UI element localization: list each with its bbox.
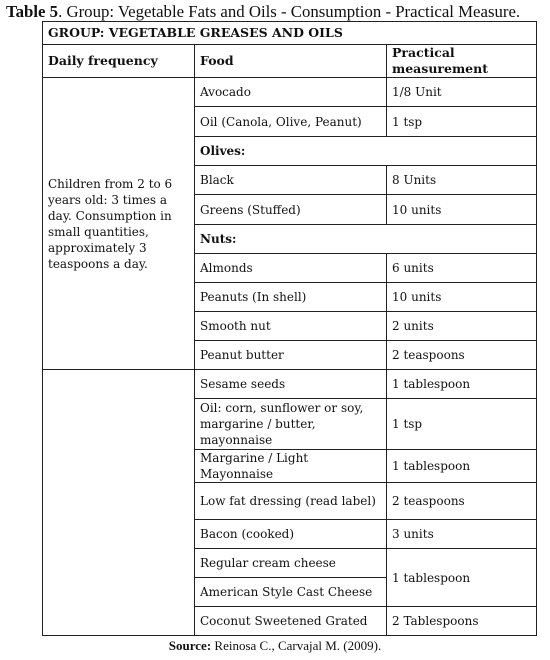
food-cell: Low fat dressing (read label) (195, 483, 387, 520)
food-cell: Sesame seeds (195, 370, 387, 399)
subheading-nuts: Nuts: (195, 225, 537, 254)
measure-cell: 1/8 Unit (387, 78, 537, 107)
food-cell: Regular cream cheese (195, 549, 387, 578)
food-cell: Greens (Stuffed) (195, 195, 387, 225)
measure-cell: 1 tablespoon (387, 549, 537, 607)
food-cell: Peanut butter (195, 341, 387, 370)
column-header-food: Food (195, 45, 387, 78)
measure-cell: 3 units (387, 520, 537, 549)
measure-cell: 10 units (387, 195, 537, 225)
food-cell: Peanuts (In shell) (195, 283, 387, 312)
frequency-cell-empty (43, 370, 195, 636)
caption-text: . Group: Vegetable Fats and Oils - Consumption - Practical Measure. (58, 2, 521, 21)
column-header-measurement: Practical measurement (387, 45, 537, 78)
caption-label: Table 5 (6, 2, 59, 21)
table-row (43, 78, 537, 107)
table-caption (6, 2, 550, 22)
food-cell: Coconut Sweetened Grated (195, 607, 387, 636)
food-cell: Almonds (195, 254, 387, 283)
measure-cell: 1 tsp (387, 399, 537, 450)
measure-cell: 1 tsp (387, 107, 537, 137)
frequency-cell: Children from 2 to 6 years old: 3 times a day. Consumption in small quantities, approximately 3 teaspoons a day. (43, 78, 195, 370)
food-cell: Black (195, 166, 387, 195)
food-cell: Smooth nut (195, 312, 387, 341)
source-text: Reinosa C., Carvajal M. (2009). (211, 638, 382, 653)
measure-cell: 10 units (387, 283, 537, 312)
source-label: Source: (168, 638, 212, 653)
food-cell: Margarine / Light Mayonnaise (195, 450, 387, 483)
food-cell: Oil: corn, sunflower or soy, margarine / butter, mayonnaise (195, 399, 387, 450)
measure-cell: 1 tablespoon (387, 370, 537, 399)
food-cell: Bacon (cooked) (195, 520, 387, 549)
food-table (42, 21, 537, 636)
subheading-olives: Olives: (195, 137, 537, 166)
measure-cell: 2 Tablespoons (387, 607, 537, 636)
group-title: GROUP: VEGETABLE GREASES AND OILS (43, 22, 537, 45)
measure-cell: 2 teaspoons (387, 483, 537, 520)
measure-cell: 8 Units (387, 166, 537, 195)
table-row (43, 370, 537, 399)
food-cell: American Style Cast Cheese (195, 578, 387, 607)
measure-cell: 1 tablespoon (387, 450, 537, 483)
source-note (0, 638, 550, 654)
food-cell: Oil (Canola, Olive, Peanut) (195, 107, 387, 137)
measure-cell: 2 teaspoons (387, 341, 537, 370)
food-cell: Avocado (195, 78, 387, 107)
measure-cell: 6 units (387, 254, 537, 283)
measure-cell: 2 units (387, 312, 537, 341)
column-header-frequency: Daily frequency (43, 45, 195, 78)
